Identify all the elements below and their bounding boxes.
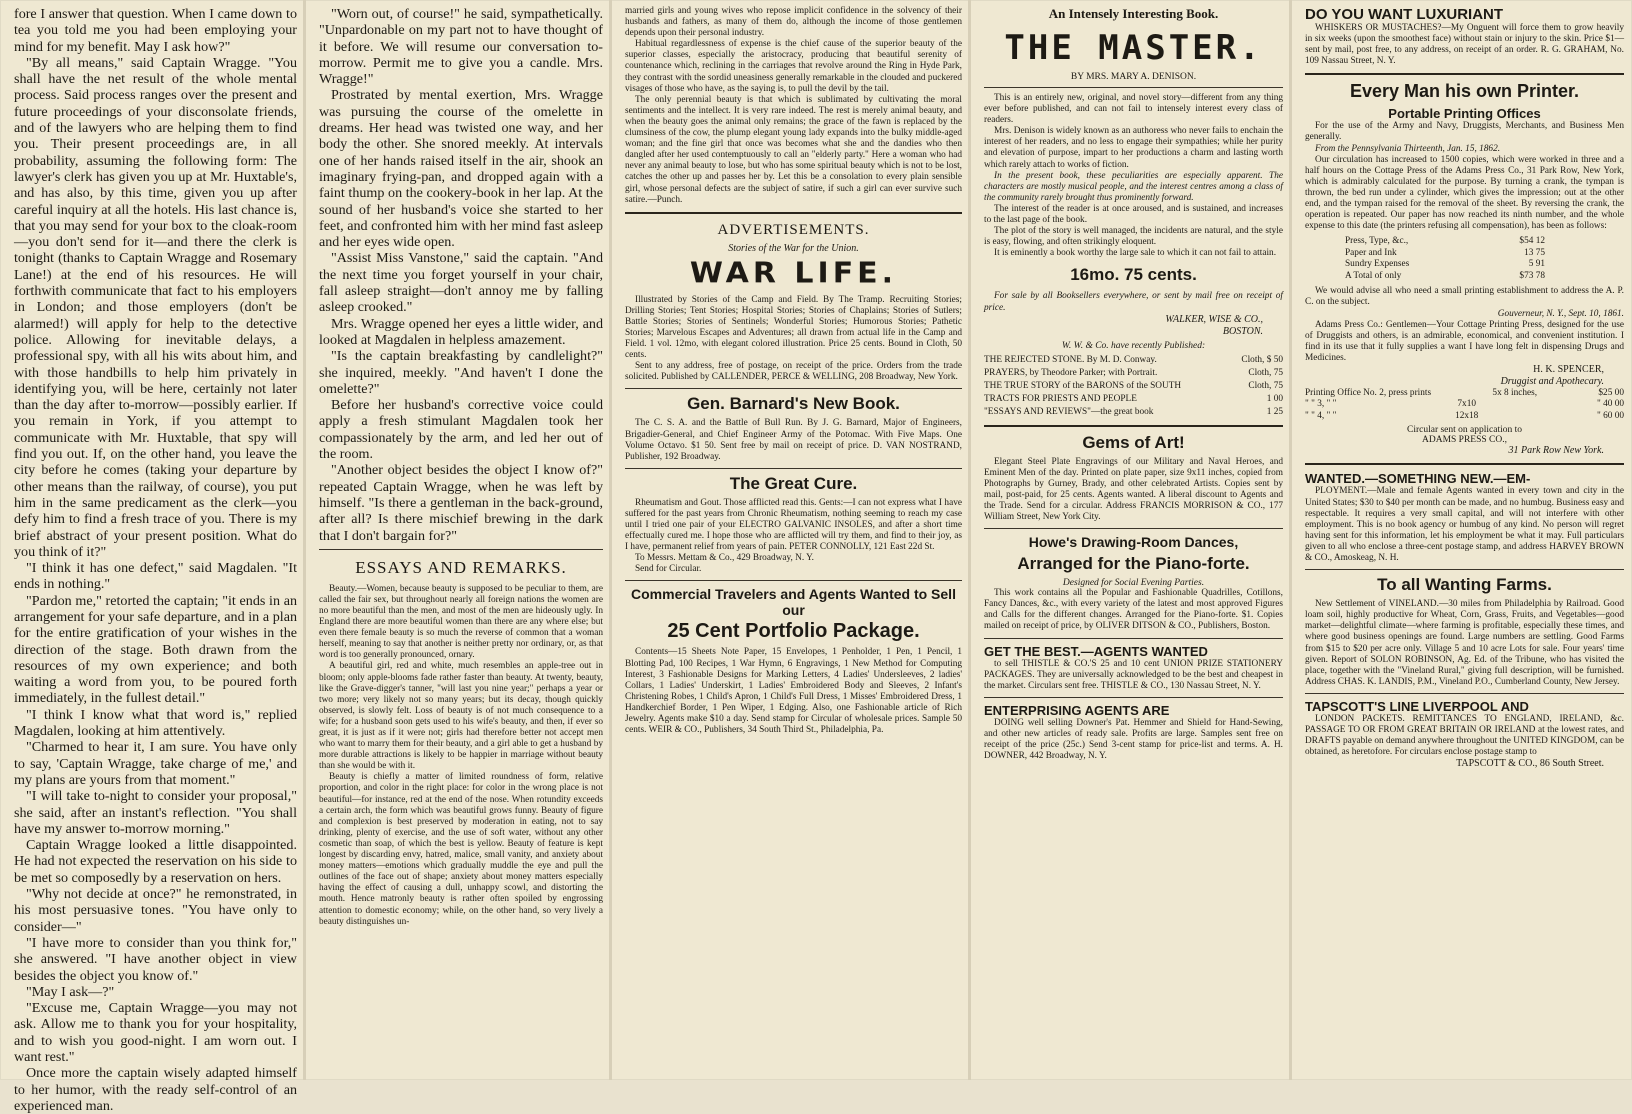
- ad-body: Mrs. Denison is widely known as an authoress who never fails to enchain the interest of her readers, and no less to engage their sympathies; while her purity and elevation of purpose, impart to her productions a charm and lasting worth which rarely attach to works of fiction.: [984, 126, 1283, 170]
- master-title: THE MASTER.: [1004, 28, 1263, 68]
- story-text: [0, 0, 305, 1114]
- master-byline: BY MRS. MARY A. DENISON.: [1070, 72, 1197, 82]
- war-life-title: WAR LIFE.: [689, 256, 898, 290]
- divider: [1305, 463, 1624, 465]
- ad-body: The plot of the story is well managed, the incidents are natural, and the style is easy, flowing, and often strikingly eloquent.: [984, 226, 1283, 248]
- essay-paragraph: married girls and young wives who repose implicit confidence in the solvency of their husbands and fathers, as many of them do, although the income of those gentlemen depends upon their personal industry.: [625, 6, 962, 39]
- social-line: Designed for Social Evening Parties.: [1062, 578, 1205, 589]
- howe-title: Howe's Drawing-Room Dances,: [1028, 534, 1239, 551]
- ad-body: LONDON PACKETS. REMITTANCES TO ENGLAND, IRELAND, &c. PASSAGE TO OR FROM GREAT BRITAIN OR IRELAND at the lowest rates, and DRAFTS payable on demand anywhere throughout the UNITED KINGDOM, can be obtained, as heretofore. For circulars enclose postage stamp to: [1305, 713, 1624, 758]
- list-item: TRACTS FOR PRIESTS AND PEOPLE 1 00: [984, 393, 1283, 404]
- ad-body: The C. S. A. and the Battle of Bull Run. By J. G. Barnard, Major of Engineers, Brigadier-General, and Chief Engineer Army of the Potomac. With Five Maps. One Volume Octavo. $1 50. Sent free by mail on receipt of price. D. VAN NOSTRAND, Publisher, 192 Broadway.: [625, 418, 962, 462]
- story-paragraph: "I will take to-night to consider your proposal," she said, after an instant's reflection. "You shall have my answer to-morrow morning.": [14, 788, 297, 837]
- clipping-book-ads: [970, 0, 1291, 1080]
- master-kicker: An Intensely Interesting Book.: [1048, 6, 1219, 21]
- ad-body: Send for Circular.: [635, 564, 702, 575]
- divider: [625, 388, 962, 389]
- ad-body: This work contains all the Popular and Fashionable Quadrilles, Cotillons, Fancy Dances, &c., with every variety of the latest and most approved Figures and Calls for the different changes. Arranged for the Piano-forte. $1. Copies mailed on receipt of price, by OLIVER DITSON & CO., Publishers, Boston.: [984, 588, 1283, 632]
- divider: [984, 528, 1283, 529]
- clipping-advertisements: [611, 0, 970, 1080]
- barnard-title: Gen. Barnard's New Book.: [687, 394, 900, 414]
- clipping-gap: [609, 0, 612, 1080]
- ad-body: From the Pennsylvania Thirteenth, Jan. 15, 1862.: [1315, 143, 1501, 154]
- list-item: THE TRUE STORY of the BARONS of the SOUTH Cloth, 75: [984, 380, 1283, 391]
- piano-title: Arranged for the Piano-forte.: [1017, 554, 1250, 574]
- ad-body: It is eminently a book worthy the large sale to which it can not fail to attain.: [994, 248, 1277, 259]
- adams-name: ADAMS PRESS CO.,: [1422, 435, 1507, 446]
- story-paragraph: Captain Wragge looked a little disappointed. He had not expected the reservation on his side to be met so composedly by a reservation on hers.: [14, 837, 297, 886]
- ad-body: This is an entirely new, original, and novel story—different from any thing ever before published, and can not fail to intensely interest every class of readers.: [984, 93, 1283, 126]
- ad-body: Elegant Steel Plate Engravings of our Military and Naval Heroes, and Eminent Men of the day. Printed on plate paper, size 9x11 inches, copied from Photographs by Gurney, Brady, and other celebrated Artists. Copies sent by mail, post-paid, for 25 cents. Agents wanted. A liberal discount to Agents and the Trade. Send for a circular. Address FRANCIS MORRISON & CO., 177 William Street, New York City.: [984, 456, 1283, 523]
- farms-title: To all Wanting Farms.: [1377, 575, 1552, 595]
- essay-paragraph: Habitual regardlessness of expense is the chief cause of the superior beauty of the superior classes, especially the aristocracy, producing that beautiful serenity of countenance which, reclining in the carriages that revolve around the Ring in Hyde Park, they contrast with the sordid uneasiness generally remarkable in the clouded and puckered visages of those who have, as the saying is, to pull the devil by the tail.: [625, 39, 962, 94]
- story-paragraph: Once more the captain wisely adapted himself to her humor, with the ready self-control of an experienced man.: [14, 1065, 297, 1114]
- ad-body: For the use of the Army and Navy, Druggists, Merchants, and Business Men generally.: [1305, 121, 1624, 143]
- table-row: Printing Office No. 2, press prints 5x 8 inches, $25 00: [1305, 387, 1624, 398]
- story-paragraph: "Another object besides the object I know of?" repeated Captain Wragge, when he was left by himself. "Is there a gentleman in the back-ground, after all? Is there mischief brewing in the dark that I don't bargain for?": [319, 462, 603, 544]
- gems-title: Gems of Art!: [1082, 432, 1185, 452]
- ad-body: Our circulation has increased to 1500 copies, which were worked in three and a half hours on the Cottage Press of the Adams Press Co., 31 Park Row, New York, which is admirably calculated for the purpose. By turning a crank, the tympan is thrown, the bed run under a cylinder, which gives the impression; out at the other end, and the tympan raised for the removal of the sheet. By reversing the crank, the operation is repeated. Our paper has now reached its ninth number, and the whole expense to this date (the printers refusing all compensation), has been as follows:: [1305, 154, 1624, 232]
- table-row: " " 4, " " 12x18 " 60 00: [1305, 410, 1624, 421]
- divider: [1305, 73, 1624, 75]
- story-paragraph: Mrs. Wragge opened her eyes a little wider, and looked at Magdalen in helpless amazement.: [319, 315, 603, 348]
- ad-body: In the present book, these peculiarities are especially apparent. The characters are mostly musical people, and the interest centres among a class of the community rarely brought thus prominently forward.: [984, 170, 1283, 203]
- clipping-gap: [1289, 0, 1292, 1080]
- divider: [984, 638, 1283, 639]
- war-subtitle: Stories of the War for the Union.: [728, 242, 859, 254]
- wanted-title: WANTED.—SOMETHING NEW.—EM-: [1305, 471, 1531, 487]
- essay-paragraph: A beautiful girl, red and white, much resembles an apple-tree out in bloom; only apple-blooms fade rather faster than beauty. At twenty, beauty, like the Grave-digger's tanner, "will last you nine year;" perhaps a year or two more; very likely not so many years; but its decay, though quickly observed, is slowly felt. Loss of beauty is of not much consequence to a wife; for a husband soon gets used to his wife's beauty, and then, if ever so great, it is just as if it were not; girls had therefore better not accept men who want to marry them for their beauty, and a girl able to get a husband by more durable attractions is likely to be happier in marriage without beauty than she would be with it.: [319, 661, 603, 772]
- divider: [625, 212, 962, 214]
- expense-table: [1345, 236, 1624, 282]
- story-paragraph: "I think I know what that word is," replied Magdalen, looking at him attentively.: [14, 706, 297, 740]
- clipping-gap: [968, 0, 971, 1080]
- ad-body: Adams Press Co.: Gentlemen—Your Cottage Printing Press, designed for the use of Druggists and others, is an admirable, economical, and convenient institution. I find in its use that it fully supplies a want I have long felt in dispensing Drugs and Medicines.: [1305, 319, 1624, 363]
- story-paragraph: "By all means," said Captain Wragge. "You shall have the net result of the whole mental process. Said process ranges over the present and future proceedings of your disconsolate friends, and of the lawyers who are helping them to find you. Their present proceedings are, in all probability, assuming the following form: The lawyer's clerk has given you up at Mr. Huxtable's, and has also, by this time, given you up after careful inquiry at all the hotels. His last chance is, that you may send for your box to the cloak-room—you don't send for it—and there the clerk is tonight (thanks to Captain Wragge and Rosemary Lane!) at the end of his resources. He will forthwith communicate that fact to his employers in London; and those employers (don't be alarmed!) will apply for help to the detective police. Allowing for inevitable delays, a professional spy, with all his wits about him, and with those handbills to help him privately in identifying you, will be here, certainly not later than the day after to-morrow—possibly earlier. If you remain in York, if you attempt to communicate with Mr. Huxtable, that spy will find you out. If, on the other hand, you leave the city before he comes (taking your departure by other means than the railway, of course), you put him in the same predicament as the clerk—you defy him to find a fresh trace of you. There is my brief abstract of your present position. What do you think of it?": [14, 54, 297, 560]
- master-price: 16mo. 75 cents.: [1070, 265, 1197, 285]
- story-paragraph: "Is the captain breakfasting by candlelight?" she inquired, meekly. "And haven't I done the omelette?": [319, 348, 603, 397]
- signature: H. K. SPENCER,: [1533, 363, 1604, 375]
- story-paragraph: "Why not decide at once?" he remonstrated, in his most persuasive tones. "You have only to consider—": [14, 886, 297, 935]
- get-best-title: GET THE BEST.—AGENTS WANTED: [984, 643, 1208, 659]
- table-row: Press, Type, &c., $54 12: [1345, 236, 1545, 247]
- story-paragraph: "Assist Miss Vanstone," said the captain. "And the next time you forget yourself in your chair, fall asleep straight—don't annoy me by falling asleep crooked.": [319, 250, 603, 316]
- ad-body: to sell THISTLE & CO.'S 25 and 10 cent UNION PRIZE STATIONERY PACKAGES. They are universally acknowledged to be the best and cheapest in the market. Circulars sent free. THISTLE & CO., 130 Nassau Street, N. Y.: [984, 658, 1283, 691]
- recent-heading: W. W. & Co. have recently Published:: [1061, 340, 1206, 351]
- ad-body: PLOYMENT.—Male and female Agents wanted in every town and city in the United States; $30 to $40 per month can be made, and no humbug. Business easy and respectable. It requires a very small capital, and will not interfere with other employment. This is no book agency or humbug of any kind. No person will regret having sent for this information, let his employment be what it may. Full particulars given to all who enclose a three-cent postage stamp, and address HARVEY BROWN & CO., Amoskeag, N. H.: [1305, 486, 1624, 564]
- ad-body: We would advise all who need a small printing establishment to address the A. P. C. on the subject.: [1305, 286, 1624, 308]
- tapscott-title: TAPSCOTT'S LINE LIVERPOOL AND: [1305, 698, 1529, 714]
- travelers-title: Commercial Travelers and Agents Wanted to Sell our: [631, 586, 956, 619]
- ad-body: New Settlement of VINELAND.—30 miles from Philadelphia by Railroad. Good loam soil, highly productive for Wheat, Corn, Grass, Fruits, and Vegetables—good market—delightful climate—where farming is profitable, especially these times, and where good business openings are found. Large numbers are settling. Good Farms from $15 to $20 per acre only. Village 5 and 10 acre Lots for sale. Four years' time given. Report of SOLON ROBINSON, Ag. Ed. of the Tribune, who has visited the place, together with the "Vineland Rural," giving full description, will be furnished. Address CHAS. K. LANDIS, P.M., Vineland P.O., Cumberland County, New Jersey.: [1305, 599, 1624, 687]
- publisher-name: WALKER, WISE & CO.,: [1165, 313, 1263, 325]
- table-row: Sundry Expenses 5 91: [1345, 259, 1545, 270]
- clipping-gap: [303, 0, 306, 1080]
- great-cure-title: The Great Cure.: [729, 473, 858, 493]
- story-paragraph: "May I ask—?": [26, 983, 115, 1000]
- printer-subtitle: Portable Printing Offices: [1388, 106, 1541, 122]
- clipping-classified-ads: [1291, 0, 1632, 1080]
- circular-line: Circular sent on application to: [1406, 425, 1523, 436]
- list-item: "ESSAYS AND REVIEWS"—the great book 1 25: [984, 406, 1283, 417]
- adams-address: 31 Park Row New York.: [1508, 445, 1604, 457]
- story-paragraph: "I have more to consider than you think for," she answered. "I have another object in view besides the object you know of.": [14, 934, 297, 984]
- table-row: " " 3, " " 7x10 " 40 00: [1305, 399, 1624, 410]
- essays-text: [319, 584, 603, 928]
- publisher-city: BOSTON.: [1222, 325, 1263, 337]
- ad-body: Sent to any address, free of postage, on receipt of the price. Orders from the trade solicited. Published by CALLENDER, PERCE & WELLING, 208 Broadway, New York.: [625, 361, 962, 383]
- press-price-table: [1305, 388, 1624, 423]
- divider: [319, 549, 603, 550]
- list-item: PRAYERS, by Theodore Parker; with Portrait. Cloth, 75: [984, 367, 1283, 378]
- divider: [625, 580, 962, 581]
- divider: [984, 87, 1283, 88]
- ad-body: For sale by all Booksellers everywhere, or sent by mail free on receipt of price.: [984, 291, 1283, 313]
- clipping-story-part-1: [0, 0, 305, 1114]
- ad-body: Contents—15 Sheets Note Paper, 15 Envelopes, 1 Penholder, 1 Pen, 1 Pencil, 1 Blotting Pad, 100 Recipes, 1 War Hymn, 6 Engravings, 1 New Method for Computing Interest, 3 Fashionable Designs for Marking Letters, 4 Ladies' Undersleeves, 2 ladies' Collars, 1 Ladies' Underskirt, 1 Ladies' Embroidered Body and Sleeves, 2 Infant's Christening Robes, 1 Child's Apron, 1 Child's Full Dress, 1 Misses' Embroidered Dress, 1 Handkerchief Border, 1 Pen Wiper, 1 Edging. Also, one Fashionable article of Rich Jewelry. Agents make $10 a day. Send stamp for Circular of wholesale prices. Sample 50 cents. WEIR & CO., Publishers, 34 South Third St., Philadelphia, Pa.: [625, 647, 962, 736]
- story-paragraph: "I think it has one defect," said Magdalen. "It ends in nothing.": [14, 560, 297, 593]
- ad-body: Gouverneur, N. Y., Sept. 10, 1861.: [1497, 308, 1624, 319]
- divider: [984, 425, 1283, 427]
- ad-body: Rheumatism and Gout. Those afflicted read this. Gents:—I can not express what I have suffered for the past years from Chronic Rheumatism, nothing seeming to reach my case until I tried one pair of your ELECTRO GALVANIC INSOLES, and after a short time effectually cured me. I hope those who are afflicted will try them, and find to their joy, as I have, permanent relief from years of pain. PETER CONNOLLY, 121 East 22d St.: [625, 497, 962, 553]
- story-paragraph: "Charmed to hear it, I am sure. You have only to say, 'Captain Wragge, take charge of me,' and my plans are yours from that moment.": [14, 739, 297, 788]
- enterprising-title: ENTERPRISING AGENTS ARE: [984, 702, 1170, 718]
- whiskers-title: DO YOU WANT LUXURIANT: [1305, 6, 1504, 23]
- advertisements-heading: ADVERTISEMENTS.: [717, 221, 870, 238]
- essay-paragraph: Beauty.—Women, because beauty is supposed to be peculiar to them, are called the fair sex, but throughout nearly all foreign nations the women are no more beautiful than the men, and most of the men are hideously ugly. In England there are more beautiful women than there are any where else; but even there female beauty is so much the reverse of common that a woman herself, meaning to say that another is neither pretty nor ordinary, or, as that word is too generally pronounced, ornary.: [319, 583, 603, 661]
- story-paragraph: fore I answer that question. When I came down to tea you told me you had been employing your mind for my benefit. May I ask how?": [14, 6, 297, 55]
- ad-body: DOING well selling Downer's Pat. Hemmer and Shield for Hand-Sewing, and other new articles of ready sale. Profits are large. Samples sent free on receipt of the price (25c.) Send 3-cent stamp for price-list and terms. A. H. DOWNER, 442 Broadway, N. Y.: [984, 717, 1283, 762]
- story-paragraph: Before her husband's corrective voice could apply a fresh stimulant Magdalen took her compassionately by the arm, and led her out of the room.: [319, 397, 603, 463]
- story-paragraph: "Worn out, of course!" he said, sympathetically. "Unpardonable on my part not to have thought of it before. We will resume our conversation to-morrow. Permit me to give you a candle. Mrs. Wragge!": [319, 6, 603, 88]
- story-paragraph: "Pardon me," retorted the captain; "it ends in an arrangement for your safe departure, and in a plan for the entire gratification of your wishes in the direction of the stage. Both drawn from the resources of my own experience; and both waiting a word from you, to be poured forth immediately, in the fullest detail.": [14, 592, 297, 707]
- divider: [625, 468, 962, 469]
- signature-title: Druggist and Apothecary.: [1500, 375, 1604, 387]
- essays-heading: ESSAYS AND REMARKS.: [355, 557, 567, 577]
- ad-body: WHISKERS OR MUSTACHES?—My Onguent will force them to grow heavily in six weeks (upon the smoothest face) without stain or injury to the skin. Price $1—sent by mail, post free, to any address, on receipt of an order. R. G. GRAHAM, No. 109 Nassau Street, N. Y.: [1305, 23, 1624, 67]
- list-item: THE REJECTED STONE. By M. D. Conway. Cloth, $ 50: [984, 354, 1283, 365]
- story-paragraph: "Excuse me, Captain Wragge—you may not ask. Allow me to thank you for your hospitality, and to wish you good-night. I am worn out. I want rest.": [14, 1000, 297, 1065]
- table-row: A Total of only $73 78: [1345, 270, 1545, 281]
- essay-continued: [625, 6, 962, 206]
- portfolio-title: 25 Cent Portfolio Package.: [667, 620, 920, 643]
- divider: [1305, 693, 1624, 694]
- divider: [1305, 569, 1624, 570]
- ad-body: The interest of the reader is at once aroused, and is sustained, and increases to the last page of the book.: [984, 203, 1283, 226]
- essay-paragraph: The only perennial beauty is that which is sublimated by cultivating the moral sentiments and the intellect. It is very rare indeed. The rest is merely animal beauty, and when the beauty goes the animal only remains; the grace of the fawn is replaced by the clumsiness of the cow, the plump elegant young lady expands into the bulky middle-aged woman; and the fine girl that once was becomes what she and the dandies who then dangled after her used contemptuously to call an "elderly party." Here a woman who had never any animal beauty to lose, but who has some spiritual beauty which is not to be lost, catches the other up and passes her by. Let this be a consolation to every plain sensible girl, whose personal defects are the subject of satire, if such a girl can ever survive such satire.—Punch.: [625, 94, 962, 205]
- book-list: [984, 354, 1283, 419]
- clipping-story-part-2: [305, 0, 611, 1080]
- story-text: [319, 6, 603, 544]
- tapscott-signature: TAPSCOTT & CO., 86 South Street.: [1456, 758, 1604, 770]
- printer-title: Every Man his own Printer.: [1349, 81, 1580, 102]
- divider: [984, 697, 1283, 698]
- ad-body: Illustrated by Stories of the Camp and Field. By The Tramp. Recruiting Stories; Drilling Stories; Tent Stories; Hospital Stories; Stories of Chaplains; Stories of Sutlers; Battle Stories; Stories of Sentinels; Wonderful Stories; Humorous Stories; Pathetic Stories; Marvelous Escapes and Adventures; all drawn from actual life in the Camp and Field. 1 vol. 12mo, with elegant colored illustration. Price 25 cents. Bound in Cloth, 50 cents.: [625, 294, 962, 361]
- table-row: Paper and Ink 13 75: [1345, 247, 1545, 258]
- essay-paragraph: Beauty is chiefly a matter of limited roundness of form, relative proportion, and color in the right place: for color in the wrong place is not beautiful—for instance, red at the end of the nose. When rotundity exceeds a certain arch, the form which was beautiful grows funny. Beauty of figure and complexion is best preserved by moderation in eating, not to say drinking, plenty of exercise, and the use of soft water, without any other cosmetic than soap, of which the best is yellow. Beauty of feature is kept longest by discarding envy, hatred, malice, small vanity, and anxiety about money matters—emotions which gradually muddle the eye and pull the outlines of the face out of shape; anxiety about money matters especially having the effect of causing a dull, unhappy scowl, and distorting the mouth. Hence matronly beauty is rather often spoiled by engrossing attention to domestic economy; while, on the other hand, so very lively a beauty distinguishes un-: [319, 772, 603, 927]
- story-paragraph: Prostrated by mental exertion, Mrs. Wragge was pursuing the course of the omelette in dreams. Her head was twisted one way, and her body the other. She snored meekly. At intervals one of her hands raised itself in the air, shook an imaginary frying-pan, and dropped again with a faint thump on the cookery-book in her lap. At the sound of her husband's voice she started to her feet, and confronted him with her mind fast asleep and her eyes wide open.: [319, 87, 603, 251]
- ad-body: To Messrs. Mettam & Co., 429 Broadway, N. Y.: [635, 553, 814, 564]
